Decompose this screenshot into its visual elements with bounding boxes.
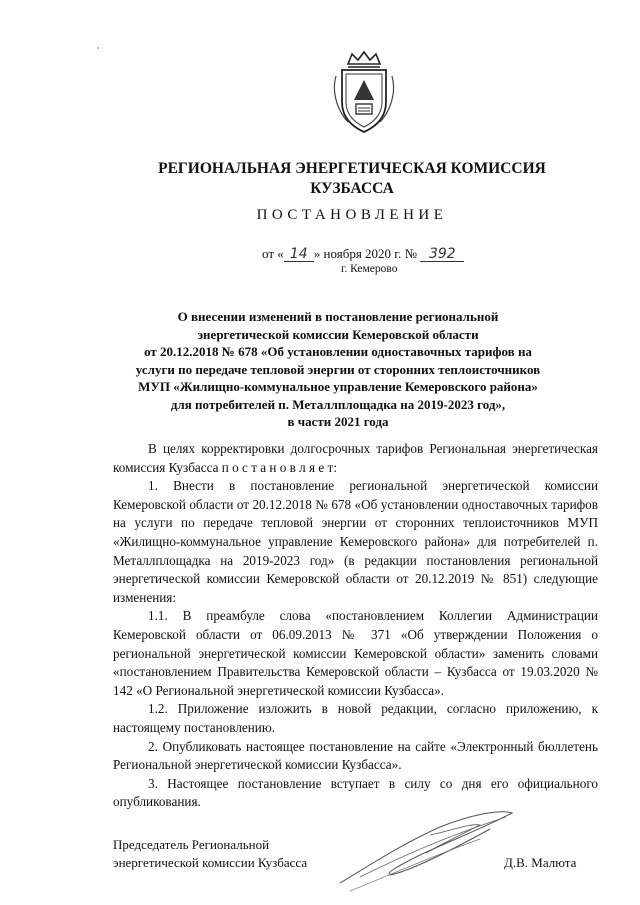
title-line: О внесении изменений в постановление региональной <box>177 309 499 324</box>
title-line: МУП «Жилищно-коммунальное управление Кемеровского района» <box>138 379 538 394</box>
signatory-position <box>113 836 307 872</box>
title-line: для потребителей п. Металлплощадка на 2019-2023 год», <box>170 396 506 412</box>
date-suffix: » ноября 2020 г. № <box>313 246 418 261</box>
body-paragraph-item-2: 2. Опубликовать настоящее постановление на сайте «Электронный бюллетень Региональной энергетической комиссии Кузбасса». <box>113 738 598 773</box>
document-number-handwritten: 392 <box>420 247 464 262</box>
scan-speck <box>97 47 99 49</box>
signatory-name: Д.В. Малюта <box>504 855 577 870</box>
title-line: энергетической комиссии Кемеровской области <box>197 326 479 342</box>
signatory-position-line2: энергетической комиссии Кузбасса <box>113 855 308 870</box>
body-paragraph-item-3: 3. Настоящее постановление вступает в силу со дня его официального опубликования. <box>113 775 598 810</box>
date-prefix: от « <box>262 246 284 261</box>
body-paragraph-preamble: В целях корректировки долгосрочных тарифов Региональная энергетическая комиссия Кузбасса п о с т а н о в л я е т: <box>113 441 598 475</box>
body-paragraph-item-1: 1. Внести в постановление региональной энергетической комиссии Кемеровской области от 20.12.2018 № 678 «Об установлении одноставочных тарифов на услуги по передаче тепловой энергии от сторонних теплоисточников МУП «Жилищно-коммунальное управление Кемеровского района» для потребителей п. Металлплощадка на 2019-2023 год» (в редакции постановления региональной энергетической комиссии Кемеровской области от 20.12.2019 № 851) следующие изменения: <box>113 478 598 605</box>
title-line: услуги по передаче тепловой энергии от сторонних теплоисточников <box>135 361 541 377</box>
date-number-line <box>262 246 464 262</box>
handwritten-signature <box>330 805 520 895</box>
document-title <box>118 308 558 431</box>
body-paragraph-item-1-2: 1.2. Приложение изложить в новой редакции, согласно приложению, к настоящему постановлению. <box>113 701 598 735</box>
document-body <box>113 440 598 812</box>
signatory-position-line1: Председатель Региональной <box>113 837 270 852</box>
city: г. Кемерово <box>341 263 398 275</box>
title-line: в части 2021 года <box>287 414 389 429</box>
organization-name-line2: КУЗБАССА <box>310 180 394 197</box>
date-day-handwritten: 14 <box>284 247 314 262</box>
body-paragraph-item-1-1: 1.1. В преамбуле слова «постановлением Коллегии Администрации Кемеровской области от 06.09.2013 № 371 «Об утверждении Положения о региональной энергетической комиссии Кемеровской области» заменить словами «постановлением Правительства Кемеровской области – Кузбасса от 19.03.2020 № 142 «О Региональной энергетической комиссии Кузбасса». <box>113 608 598 698</box>
coat-of-arms-emblem <box>328 50 400 136</box>
organization-name-line1: РЕГИОНАЛЬНАЯ ЭНЕРГЕТИЧЕСКАЯ КОМИССИЯ <box>158 160 546 177</box>
title-line: от 20.12.2018 № 678 «Об установлении одноставочных тарифов на <box>144 344 532 359</box>
document-type: ПОСТАНОВЛЕНИЕ <box>256 207 448 223</box>
